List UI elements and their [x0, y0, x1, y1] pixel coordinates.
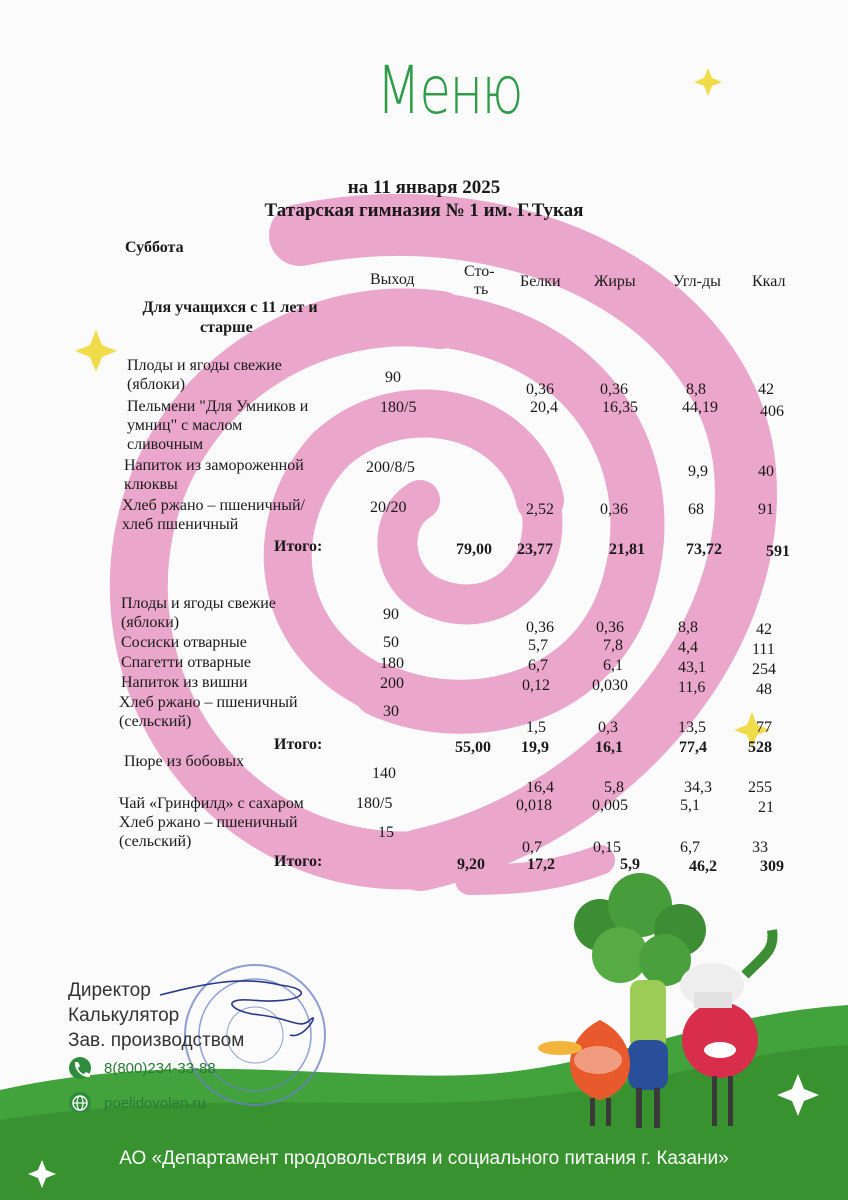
s1-row4-carbs: 68 — [688, 501, 704, 518]
s1-row3-kcal: 40 — [758, 463, 774, 480]
s2-row5-name: Хлеб ржано – пшеничный — [119, 694, 298, 711]
s1-row2-name-3: сливочным — [127, 436, 204, 453]
s1-row1-name-2: (яблоки) — [127, 376, 186, 393]
s2-row2-kcal: 111 — [752, 641, 775, 658]
s2-total-protein: 19,9 — [521, 739, 549, 756]
s2-row1-output: 90 — [383, 606, 399, 623]
s2-row2-output: 50 — [383, 634, 399, 651]
s1-total-fat: 21,81 — [609, 541, 645, 558]
school-name: Татарская гимназия № 1 им. Г.Тукая — [264, 200, 584, 221]
s2-row5-protein: 1,5 — [526, 719, 546, 736]
s3-row1-kcal: 255 — [748, 779, 772, 796]
s2-row1-name-2: (яблоки) — [121, 614, 180, 631]
s1-total-carbs: 73,72 — [686, 541, 722, 558]
col-carbs: Угл-ды — [673, 273, 721, 290]
s1-row3-carbs: 9,9 — [688, 463, 708, 480]
s2-total-carbs: 77,4 — [679, 739, 707, 756]
s1-row1-fat: 0,36 — [600, 381, 628, 398]
director-label: Директор — [68, 980, 151, 1001]
s1-row1-protein: 0,36 — [526, 381, 554, 398]
s1-row4-kcal: 91 — [758, 501, 774, 518]
s3-total-kcal: 309 — [760, 858, 784, 875]
s3-row1-name: Пюре из бобовых — [124, 753, 245, 770]
s2-total-fat: 16,1 — [595, 739, 623, 756]
s3-row3-protein: 0,7 — [522, 839, 542, 856]
s2-row5-name-2: (сельский) — [119, 713, 192, 730]
col-protein: Белки — [520, 273, 561, 290]
s1-row2-fat: 16,35 — [602, 399, 638, 416]
s3-row3-name-2: (сельский) — [119, 833, 192, 850]
s1-row2-output: 180/5 — [380, 399, 417, 416]
s1-total-cost: 79,00 — [456, 541, 492, 558]
s1-row3-name: Напиток из замороженной — [124, 457, 304, 474]
s2-row5-output: 30 — [383, 703, 399, 720]
s1-row4-fat: 0,36 — [600, 501, 628, 518]
s3-row3-kcal: 33 — [752, 839, 768, 856]
s2-row1-carbs: 8,8 — [678, 619, 698, 636]
s2-row1-protein: 0,36 — [526, 619, 554, 636]
s1-row2-name: Пельмени "Для Умников и — [127, 398, 309, 415]
menu-title: Меню — [376, 52, 522, 129]
s2-row3-kcal: 254 — [752, 661, 776, 678]
website-link[interactable]: poelidovolen.ru — [104, 1095, 206, 1112]
s2-row5-kcal: 77 — [756, 719, 772, 736]
s1-row2-protein: 20,4 — [530, 399, 558, 416]
s2-row1-name: Плоды и ягоды свежие — [121, 595, 276, 612]
s2-row1-fat: 0,36 — [596, 619, 624, 636]
calculator-label: Калькулятор — [68, 1005, 180, 1026]
s2-total-label: Итого: — [274, 736, 323, 753]
signature — [160, 981, 313, 1036]
s1-row4-name-2: хлеб пшеничный — [122, 516, 239, 533]
s1-total-kcal: 591 — [766, 543, 790, 560]
group-label-2: старше — [200, 319, 253, 336]
s3-row2-name: Чай «Гринфилд» с сахаром — [119, 795, 304, 812]
s2-row2-name: Сосиски отварные — [121, 634, 247, 651]
s1-total-label: Итого: — [274, 538, 323, 555]
s1-total-protein: 23,77 — [517, 541, 553, 558]
s2-row2-fat: 7,8 — [603, 637, 623, 654]
s3-total-fat: 5,9 — [620, 856, 640, 873]
col-cost: Сто- — [464, 263, 495, 280]
s2-row4-output: 200 — [380, 675, 404, 692]
s1-row3-output: 200/8/5 — [366, 459, 415, 476]
s1-row4-output: 20/20 — [370, 499, 407, 516]
s3-row3-fat: 0,15 — [593, 839, 621, 856]
s2-row4-carbs: 11,6 — [678, 679, 706, 696]
s3-row1-carbs: 34,3 — [684, 779, 712, 796]
s1-row2-kcal: 406 — [760, 403, 784, 420]
s1-row3-name-2: клюквы — [124, 476, 178, 493]
s2-total-kcal: 528 — [748, 739, 772, 756]
s2-row2-carbs: 4,4 — [678, 639, 698, 656]
s2-row3-name: Спагетти отварные — [121, 654, 251, 671]
s3-total-carbs: 46,2 — [689, 858, 717, 875]
group-label: Для учащихся с 11 лет и — [142, 299, 318, 316]
s2-row4-protein: 0,12 — [522, 677, 550, 694]
s3-total-protein: 17,2 — [527, 856, 555, 873]
s3-row2-kcal: 21 — [758, 799, 774, 816]
s2-row5-carbs: 13,5 — [678, 719, 706, 736]
col-cost-2: ть — [474, 281, 489, 298]
s3-row3-output: 15 — [378, 824, 394, 841]
col-kcal: Ккал — [752, 273, 786, 290]
day-label: Суббота — [125, 239, 184, 256]
production-label: Зав. производством — [68, 1030, 245, 1051]
s2-total-cost: 55,00 — [455, 739, 491, 756]
s1-row4-name: Хлеб ржано – пшеничный/ — [122, 497, 305, 514]
s2-row3-fat: 6,1 — [603, 657, 623, 674]
s2-row4-name: Напиток из вишни — [121, 674, 248, 691]
s3-row2-fat: 0,005 — [592, 797, 628, 814]
s1-row1-name: Плоды и ягоды свежие — [127, 357, 282, 374]
s2-row5-fat: 0,3 — [598, 719, 618, 736]
s3-row3-carbs: 6,7 — [680, 839, 700, 856]
s2-row3-protein: 6,7 — [528, 657, 548, 674]
s3-row2-protein: 0,018 — [516, 797, 552, 814]
s2-row4-fat: 0,030 — [592, 677, 628, 694]
s3-total-label: Итого: — [274, 853, 323, 870]
s1-row4-protein: 2,52 — [526, 501, 554, 518]
s3-total-cost: 9,20 — [457, 856, 485, 873]
s2-row4-kcal: 48 — [756, 681, 772, 698]
s1-row2-name-2: умниц" с маслом — [127, 417, 243, 434]
col-output: Выход — [370, 271, 415, 288]
s2-row2-protein: 5,7 — [528, 637, 548, 654]
s1-row1-carbs: 8,8 — [686, 381, 706, 398]
s3-row1-protein: 16,4 — [526, 779, 554, 796]
s3-row2-output: 180/5 — [356, 795, 393, 812]
s2-row3-output: 180 — [380, 655, 404, 672]
s3-row1-output: 140 — [372, 765, 396, 782]
s2-row3-carbs: 43,1 — [678, 659, 706, 676]
s2-row1-kcal: 42 — [756, 621, 772, 638]
col-fat: Жиры — [594, 273, 636, 290]
organization-name: АО «Департамент продовольствия и социального питания г. Казани» — [119, 1148, 729, 1169]
s3-row3-name: Хлеб ржано – пшеничный — [119, 814, 298, 831]
s1-row2-carbs: 44,19 — [682, 399, 718, 416]
s1-row1-output: 90 — [385, 369, 401, 386]
s3-row1-fat: 5,8 — [604, 779, 624, 796]
s3-row2-carbs: 5,1 — [680, 797, 700, 814]
date-line: на 11 января 2025 — [347, 177, 501, 198]
s1-row1-kcal: 42 — [758, 381, 774, 398]
phone-number[interactable]: 8(800)234-33-88 — [104, 1060, 216, 1077]
